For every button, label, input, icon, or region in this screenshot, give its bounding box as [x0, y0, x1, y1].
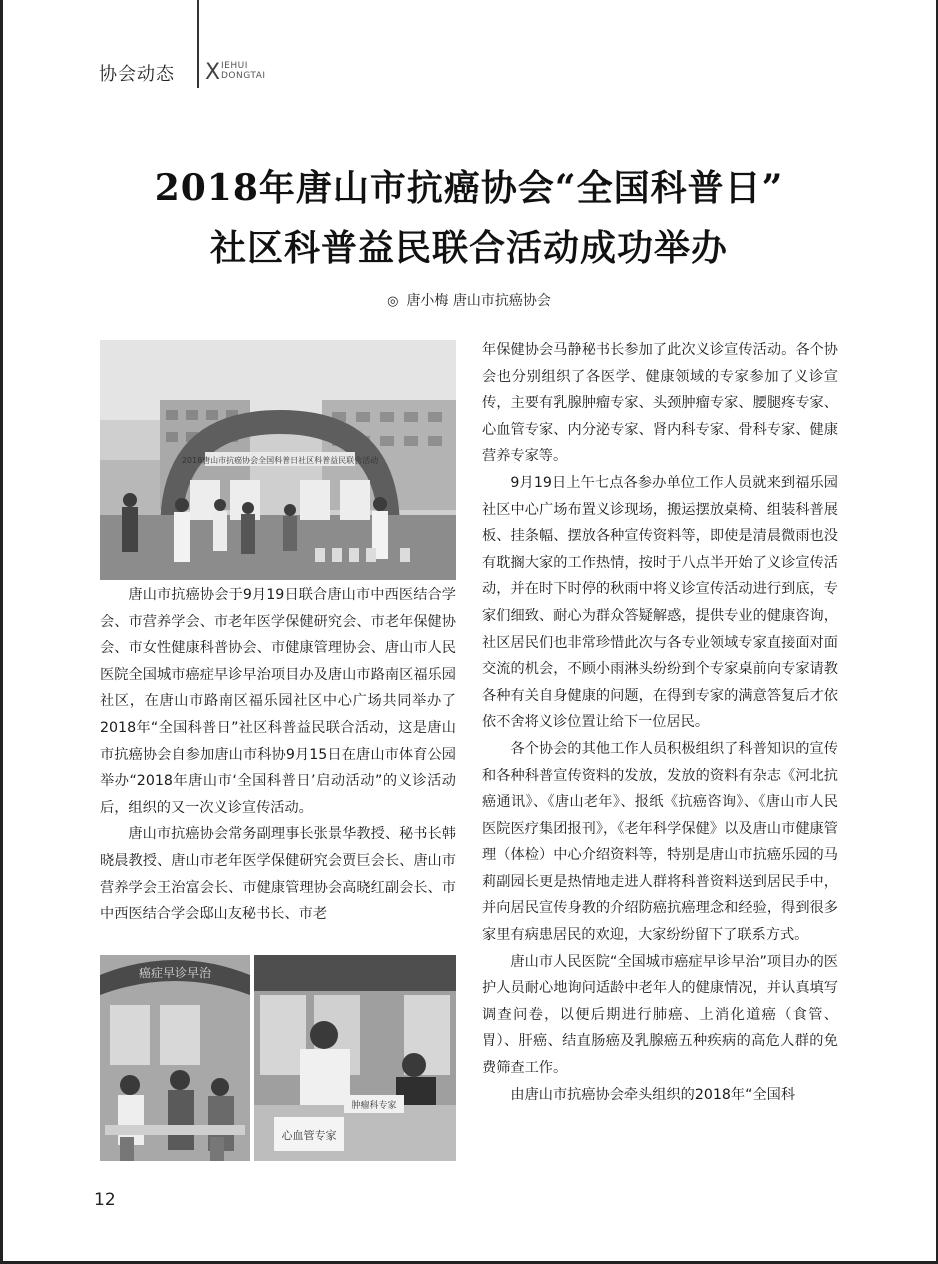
event-photo-consultation-1 — [100, 955, 250, 1161]
article-title-line1: 2018年唐山市抗癌协会“全国科普日” — [154, 167, 784, 209]
photo-sign-text: 癌症早诊早治 — [138, 966, 212, 980]
paragraph: 年保健协会马静秘书长参加了此次义诊宣传活动。各个协会也分别组织了各医学、健康领域的专家参加了义诊宣传，主要有乳腺肿瘤专家、头颈肿瘤专家、腰腿疼专家、心血管专家、内分泌专家、肾内科专家、骨科专家、健康营养专家等。 — [482, 342, 838, 465]
paragraph: 9月19日上午七点各参办单位工作人员就来到福乐园社区中心广场布置义诊现场，搬运摆放桌椅、组装科普展板、挂条幅、摆放各种宣传资料等，即使是清晨微雨也没有耽搁大家的工作热情，按时于八点半开始了义诊宣传活动，并在时下时停的秋雨中将义诊宣传活动进行到底，专家们细致、耐心为群众答疑解惑，提供专业的健康咨询，社区居民们也非常珍惜此次与各专业领域专家直接面对面交流的机会，不顾小雨淋头纷纷到个专家桌前向专家请教各种有关自身健康的问题，在得到专家的满意答复后才依依不舍将义诊位置让给下一位居民。 — [482, 474, 838, 731]
article-column-left — [100, 582, 456, 928]
event-photo-arch — [100, 340, 456, 580]
photo-sign-text: 心血管专家 — [281, 1129, 337, 1142]
paragraph: 唐山市抗癌协会于9月19日联合唐山市中西医结合学会、市营养学会、市老年医学保健研究会、市老年保健协会、市女性健康科普协会、市健康管理协会、唐山市人民医院全国城市癌症早诊早治项目办及唐山市路南区福乐园社区，在唐山市路南区福乐园社区中心广场共同举办了2018年“全国科普日”社区科普益民联合活动，这是唐山市抗癌协会自参加唐山市科协9月15日在唐山市体育公园举办“2018年唐山市‘全国科普日’启动活动”的义诊活动后，组织的又一次义诊宣传活动。 — [100, 587, 456, 816]
header-divider — [197, 0, 199, 88]
logo-text-bottom: DONGTAI — [221, 71, 266, 81]
paragraph: 由唐山市抗癌协会牵头组织的2018年“全国科 — [510, 1086, 796, 1103]
article-column-right — [482, 337, 838, 1108]
paragraph: 唐山市抗癌协会常务副理事长张景华教授、秘书长韩晓晨教授、唐山市老年医学保健研究会贾巨会长、唐山市营养学会王治富会长、市健康管理协会高晓红副会长、市中西医结合学会邸山友秘书长、市老 — [100, 826, 456, 923]
paragraph: 唐山市人民医院“全国城市癌症早诊早治”项目办的医护人员耐心地询问适龄中老年人的健康情况，并认真填写调查问卷，以便后期进行肺癌、上消化道癌（食管、胃）、肝癌、结直肠癌及乳腺癌五种疾病的高危人群的免费筛查工作。 — [482, 953, 838, 1077]
page-border-left — [0, 0, 3, 1264]
logo-text-top: IEHUI — [221, 61, 248, 71]
paragraph: 各个协会的其他工作人员积极组织了科普知识的宣传和各种科普宣传资料的发放，发放的资料有杂志《河北抗癌通讯》、《唐山老年》、报纸《抗癌咨询》、《唐山市人民医院医疗集团报刊》，《老年科学保健》以及唐山市健康管理（体检）中心介绍资料等，特别是唐山市抗癌乐园的马莉副园长更是热情地走进人群将科普资料送到居民手中，并向居民宣传身教的介绍防癌抗癌理念和经验，得到很多家里有病患居民的欢迎，大家纷纷留下了联系方式。 — [482, 740, 838, 944]
photo-sign-text: 肿瘤科专家 — [351, 1101, 397, 1111]
byline-text: 唐小梅 唐山市抗癌协会 — [406, 293, 551, 309]
photo-banner-text: 2018唐山市抗癌协会全国科普日社区科普益民联合活动 — [181, 456, 379, 465]
byline — [0, 290, 938, 310]
section-name: 协会动态 — [99, 64, 175, 85]
page-header — [0, 0, 938, 90]
event-photo-consultation-2 — [254, 955, 456, 1161]
article-title-line2: 社区科普益民联合活动成功举办 — [209, 227, 728, 269]
page-number: 12 — [94, 1190, 116, 1210]
logo-letter: X — [205, 60, 221, 85]
byline-mark: ◎ — [387, 294, 399, 309]
